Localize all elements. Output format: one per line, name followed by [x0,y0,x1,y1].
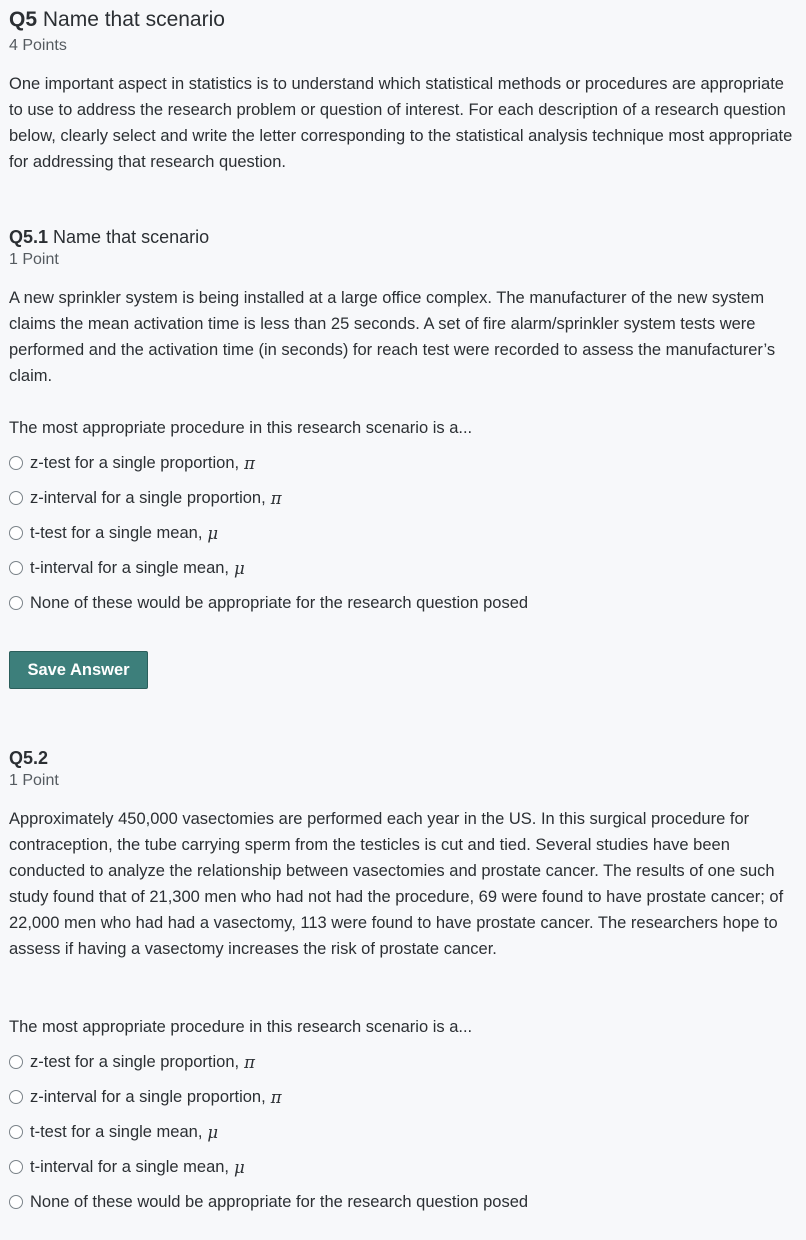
option-label: t-test for a single mean, [30,1122,203,1141]
option-label: None of these would be appropriate for the research question posed [30,593,529,612]
mu-symbol: μ [207,523,219,543]
radio-button[interactable] [9,596,23,610]
radio-button[interactable] [9,1055,23,1069]
option-none[interactable] [9,592,528,614]
pi-symbol: π [270,488,282,508]
mu-symbol: μ [234,558,245,578]
option-label: t-interval for a single mean, [30,558,230,577]
procedure-prompt: The most appropriate procedure in this research scenario is a... [9,1018,473,1036]
radio-button[interactable] [9,1195,23,1209]
option-t-interval-mean[interactable] [9,1156,245,1178]
subquestion-points: 1 Point [9,251,59,268]
radio-button[interactable] [9,1090,23,1104]
option-label: t-interval for a single mean, [30,1157,230,1176]
scenario-text: A new sprinkler system is being installed at a large office complex. The manufacturer of the new system claims the mean activation time is less than 25 seconds. A set of fire alarm/sprinkler system tests were performed and the activation time (in seconds) for reach test were recorded to assess the manufacturer’s claim. [9,289,776,385]
question-title [9,8,225,32]
radio-button[interactable] [9,1125,23,1139]
question-intro: One important aspect in statistics is to understand which statistical methods or procedures are appropriate to use to address the research problem or question of interest. For each description of a research question below, clearly select and write the letter corresponding to the statistical analysis technique most appropriate for addressing that research question. [9,75,793,171]
option-t-test-mean[interactable] [9,1121,218,1143]
option-none[interactable] [9,1191,528,1213]
option-label: t-test for a single mean, [30,523,203,542]
subquestion-points: 1 Point [9,772,59,789]
mu-symbol: μ [207,1122,219,1142]
radio-button[interactable] [9,561,23,575]
option-z-interval-proportion[interactable] [9,487,282,509]
question-number: Q5 [9,8,38,31]
option-label: z-test for a single proportion, [30,453,240,472]
pi-symbol: π [244,1052,255,1072]
question-title-text: Name that scenario [42,8,225,31]
radio-button[interactable] [9,456,23,470]
radio-button[interactable] [9,526,23,540]
radio-button[interactable] [9,491,23,505]
radio-button[interactable] [9,1160,23,1174]
option-z-interval-proportion[interactable] [9,1086,282,1108]
option-label: None of these would be appropriate for the research question posed [30,1192,529,1211]
mu-symbol: μ [234,1157,245,1177]
option-t-test-mean[interactable] [9,522,218,544]
save-answer-button[interactable]: Save Answer [9,651,148,689]
procedure-prompt: The most appropriate procedure in this research scenario is a... [9,419,473,437]
option-label: z-test for a single proportion, [30,1052,240,1071]
pi-symbol: π [270,1087,282,1107]
subquestion-number: Q5.1 [9,227,49,247]
subquestion-title [9,227,209,248]
question-points: 4 Points [9,37,67,54]
option-z-test-proportion[interactable] [9,452,255,474]
scenario-text: Approximately 450,000 vasectomies are performed each year in the US. In this surgical procedure for contraception, the tube carrying sperm from the testicles is cut and tied. Several studies have been conducted to analyze the relationship between vasectomies and prostate cancer. The results of one such study found that of 21,300 men who had not had the procedure, 69 were found to have prostate cancer; of 22,000 men who had had a vasectomy, 113 were found to have prostate cancer. The researchers hope to assess if having a vasectomy increases the risk of prostate cancer. [9,810,784,958]
option-t-interval-mean[interactable] [9,557,245,579]
subquestion-number: Q5.2 [9,748,49,768]
option-z-test-proportion[interactable] [9,1051,255,1073]
option-label: z-interval for a single proportion, [30,1087,266,1106]
subquestion-title [9,748,48,769]
pi-symbol: π [244,453,255,473]
option-label: z-interval for a single proportion, [30,488,266,507]
subquestion-title-text: Name that scenario [53,227,210,247]
